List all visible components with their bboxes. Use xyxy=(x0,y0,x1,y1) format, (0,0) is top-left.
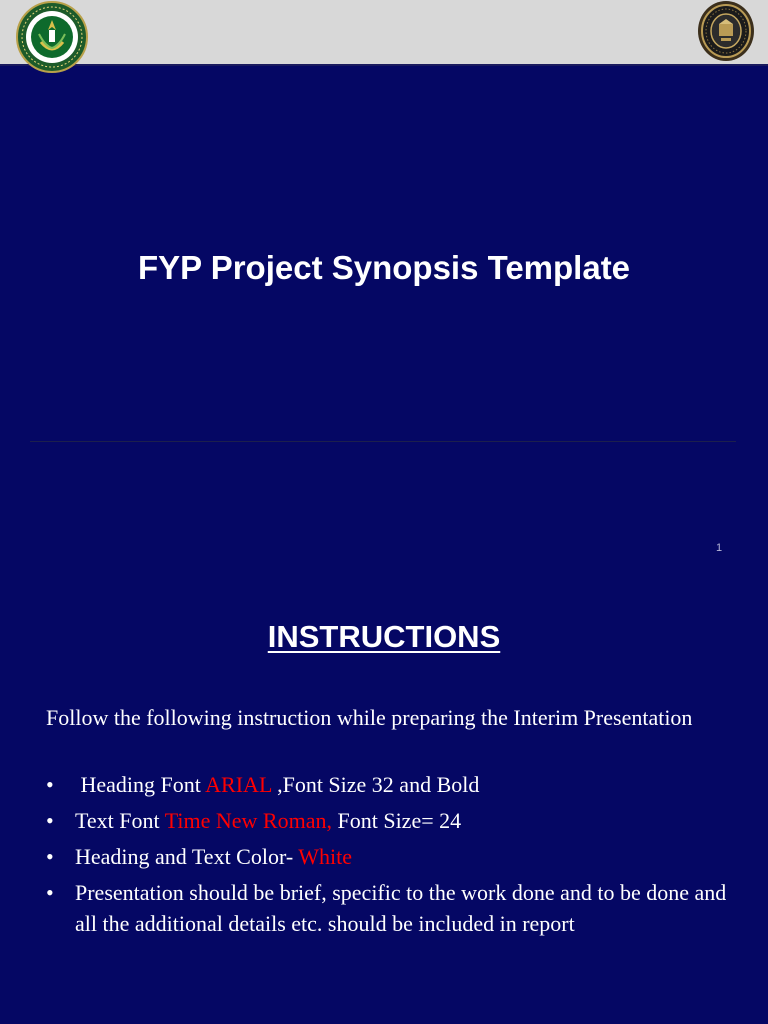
bullet-icon: • xyxy=(46,808,54,833)
college-crest-logo xyxy=(15,0,89,74)
instruction-list xyxy=(46,769,736,944)
slide-divider xyxy=(30,441,736,442)
list-item xyxy=(46,877,736,939)
bullet-text: Text Font xyxy=(75,808,165,833)
instructions-heading: INSTRUCTIONS xyxy=(267,619,501,654)
slide-number: 1 xyxy=(715,542,723,554)
bullet-text: Heading and Text Color- xyxy=(75,844,299,869)
bullet-icon: • xyxy=(46,772,54,797)
list-item xyxy=(46,841,736,872)
bullet-text: ,Font Size 32 and Bold xyxy=(271,772,480,797)
bullet-icon: • xyxy=(46,844,54,869)
bullet-icon: • xyxy=(46,880,54,905)
bullet-text: Presentation should be brief, specific to the work done and to be done and all the additional details etc. should be included in report xyxy=(75,880,727,936)
intro-text: Follow the following instruction while preparing the Interim Presentation xyxy=(46,705,693,730)
bullet-highlight: ARIAL xyxy=(205,772,272,797)
university-seal-logo xyxy=(697,0,755,62)
slide-title: FYP Project Synopsis Template xyxy=(137,249,631,286)
bullet-highlight: Time New Roman, xyxy=(164,808,332,833)
bullet-text: Heading Font xyxy=(75,772,206,797)
header-bar xyxy=(0,0,768,66)
list-item xyxy=(46,805,736,836)
bullet-highlight: White xyxy=(298,844,353,869)
list-item xyxy=(46,769,736,800)
bullet-text: Font Size= 24 xyxy=(331,808,462,833)
